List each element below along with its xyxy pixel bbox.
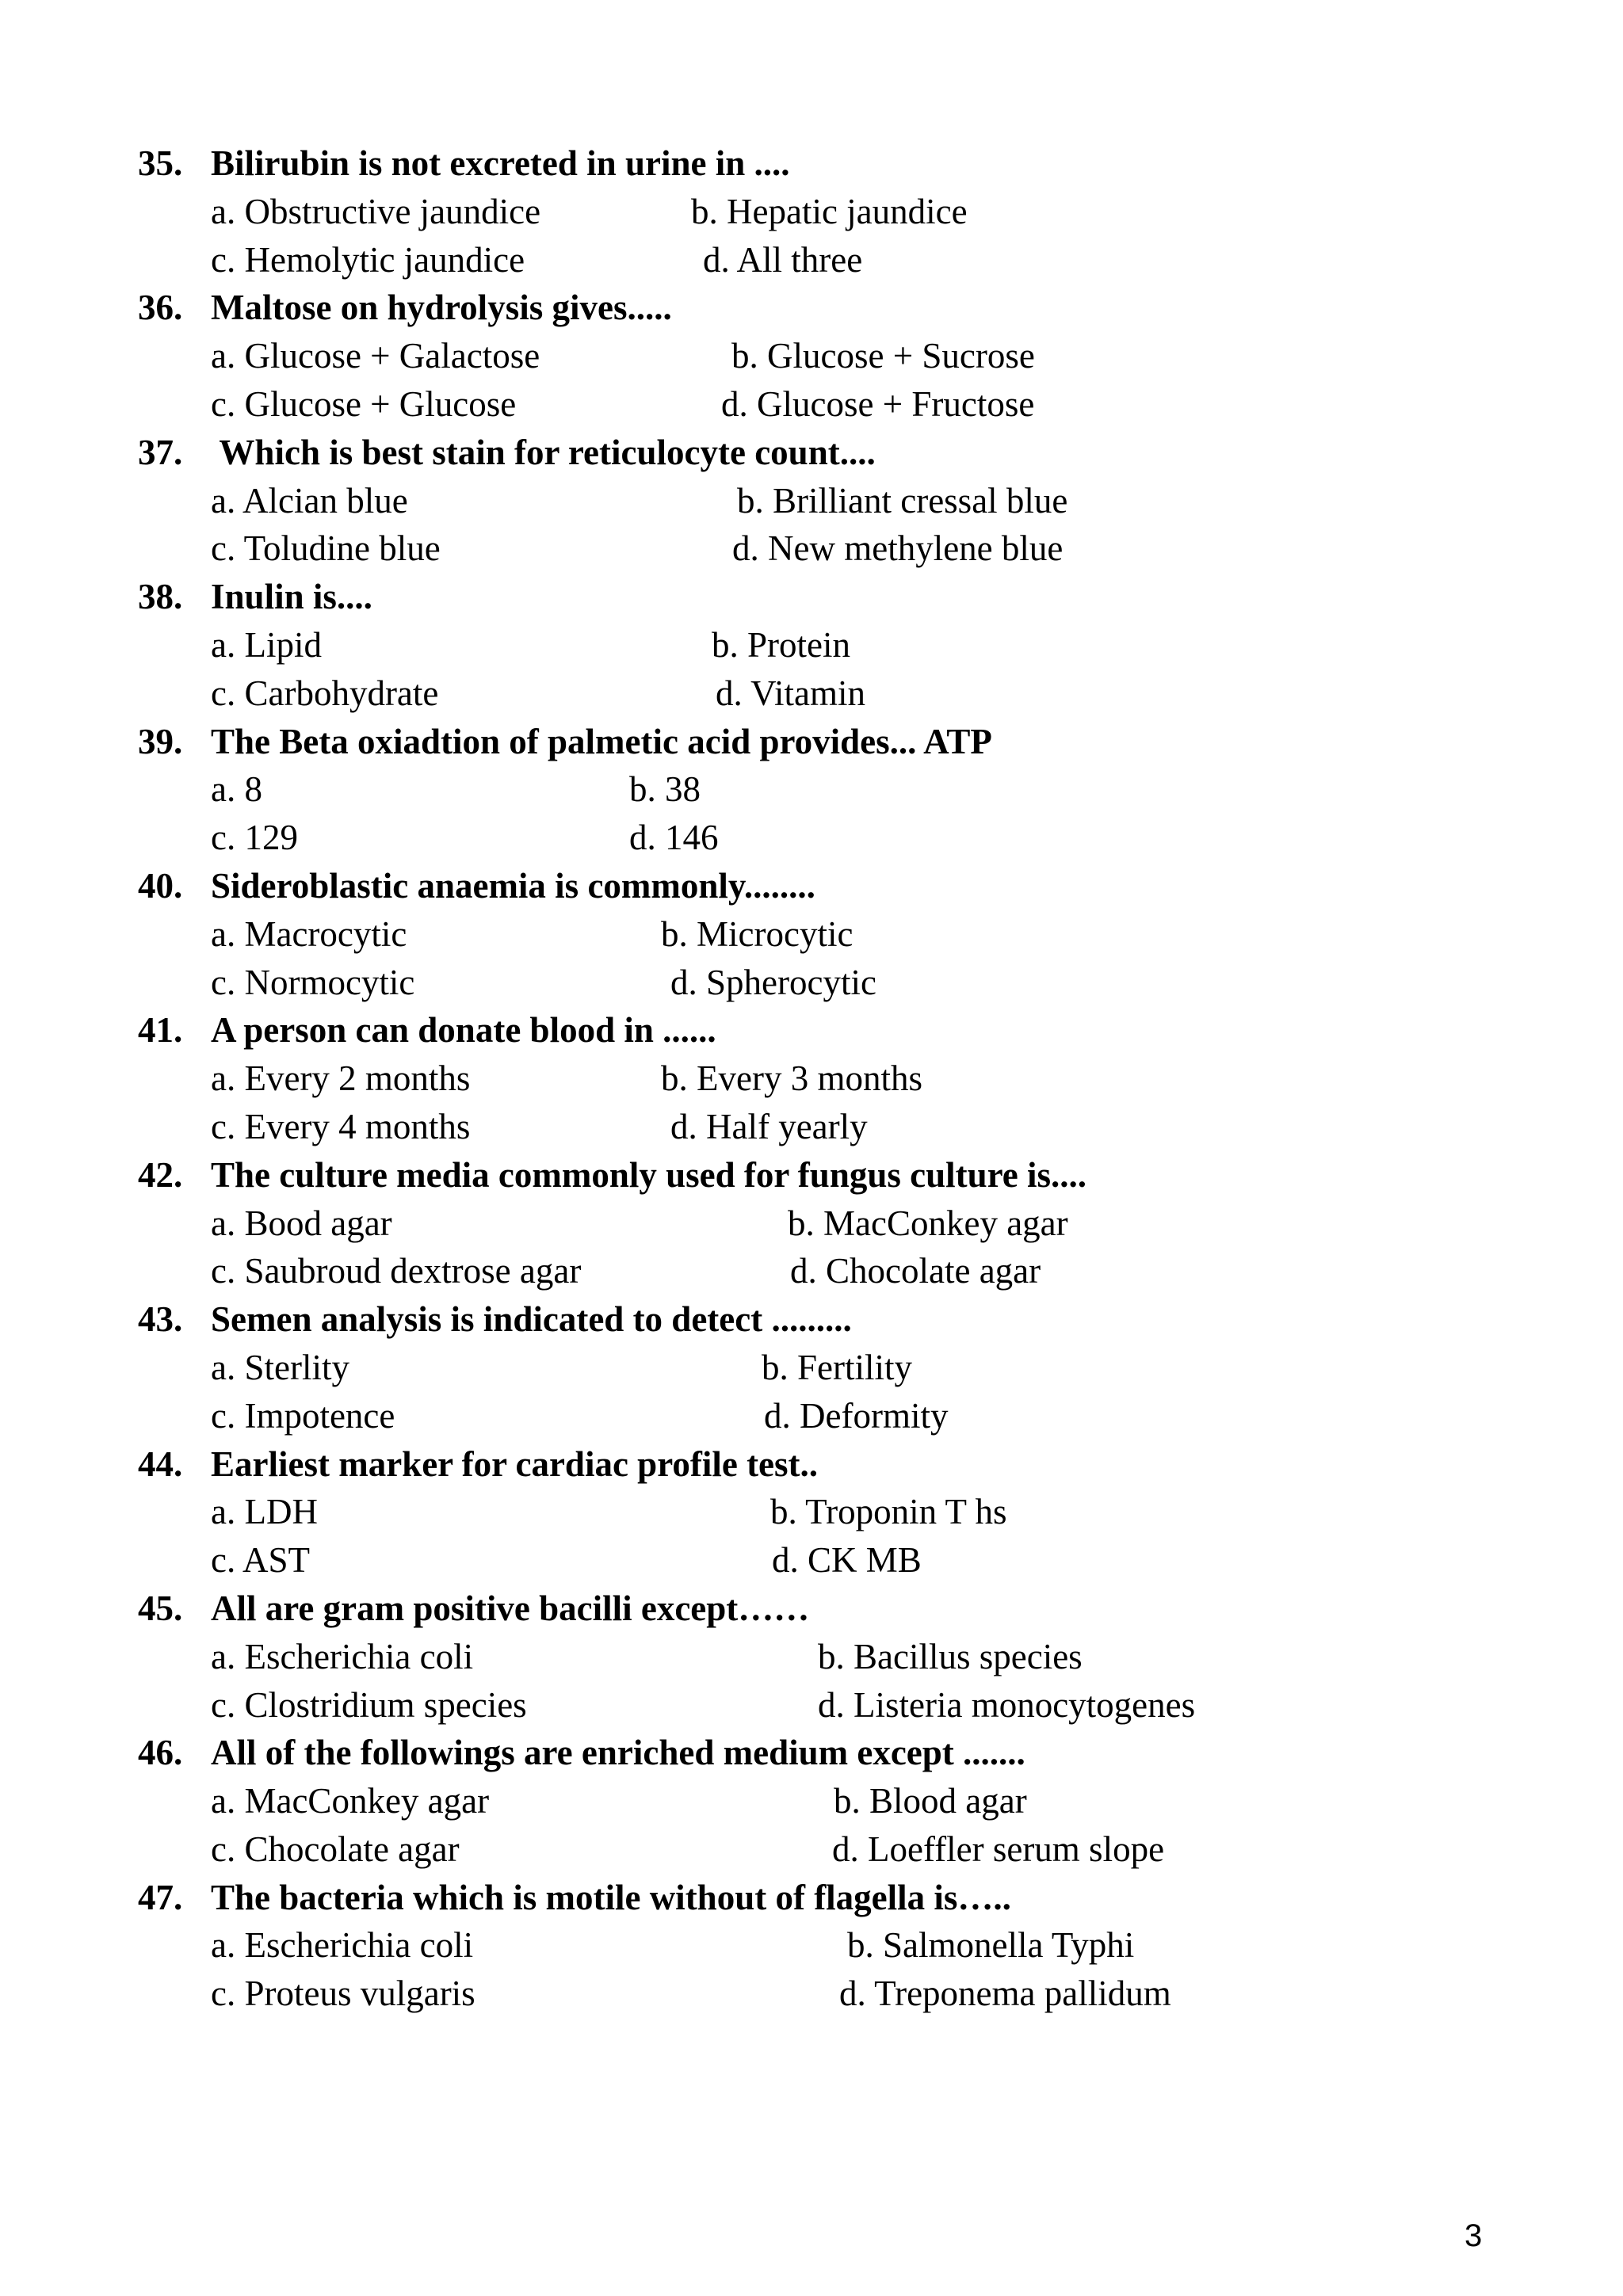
question-text: The Beta oxiadtion of palmetic acid provides... ATP — [211, 721, 992, 761]
option-b: b. Hepatic jaundice — [691, 191, 968, 231]
question-item — [138, 1729, 1564, 1873]
question-text: Semen analysis is indicated to detect ......... — [211, 1299, 852, 1340]
option-row — [138, 1103, 1564, 1151]
option-a: a. Every 2 months — [211, 1058, 471, 1099]
question-line — [138, 429, 1564, 477]
question-item — [138, 1585, 1564, 1729]
question-list — [138, 139, 1564, 2018]
option-row — [138, 1681, 1564, 1730]
option-row — [138, 380, 1564, 429]
option-d: d. CK MB — [772, 1540, 922, 1581]
question-item — [138, 1006, 1564, 1150]
question-number: 44. — [138, 1444, 183, 1484]
question-number: 39. — [138, 721, 183, 761]
option-b: b. Troponin T hs — [770, 1492, 1007, 1532]
option-row — [138, 236, 1564, 284]
question-item — [138, 573, 1564, 717]
option-a: a. Macrocytic — [211, 913, 407, 954]
option-d: d. Spherocytic — [670, 962, 876, 1002]
option-row — [138, 1247, 1564, 1295]
option-c: c. Chocolate agar — [211, 1829, 460, 1869]
option-c: c. Normocytic — [211, 962, 415, 1002]
question-text: All are gram positive bacilli except…… — [211, 1588, 810, 1628]
question-number: 40. — [138, 865, 183, 906]
option-a: a. Glucose + Galactose — [211, 336, 540, 376]
option-c: c. Every 4 months — [211, 1106, 471, 1146]
option-row — [138, 477, 1564, 525]
question-text: Bilirubin is not excreted in urine in .... — [211, 143, 790, 183]
question-line — [138, 1006, 1564, 1055]
option-d: d. Deformity — [764, 1395, 949, 1436]
question-number: 37. — [138, 432, 183, 472]
question-line — [138, 1585, 1564, 1633]
option-row — [138, 188, 1564, 236]
option-row — [138, 1633, 1564, 1681]
option-row — [138, 1055, 1564, 1103]
question-line — [138, 573, 1564, 621]
option-d: d. 146 — [629, 818, 719, 858]
question-line — [138, 139, 1564, 188]
option-row — [138, 1488, 1564, 1536]
option-row — [138, 669, 1564, 718]
option-c: c. Saubroud dextrose agar — [211, 1251, 582, 1291]
option-b: b. Glucose + Sucrose — [731, 336, 1035, 376]
question-text: Inulin is.... — [211, 577, 372, 617]
option-row — [138, 524, 1564, 573]
option-b: b. Bacillus species — [818, 1636, 1083, 1676]
option-a: a. 8 — [211, 769, 262, 810]
option-row — [138, 1536, 1564, 1585]
option-d: d. Glucose + Fructose — [721, 383, 1035, 424]
question-text: A person can donate blood in ...... — [211, 1010, 716, 1051]
option-c: c. Glucose + Glucose — [211, 383, 517, 424]
option-row — [138, 1825, 1564, 1874]
option-d: d. Listeria monocytogenes — [818, 1684, 1196, 1725]
option-a: a. MacConkey agar — [211, 1781, 490, 1821]
option-d: d. New methylene blue — [732, 528, 1064, 569]
option-a: a. Lipid — [211, 624, 322, 665]
option-c: c. Carbohydrate — [211, 673, 439, 713]
question-item — [138, 139, 1564, 284]
option-b: b. Salmonella Typhi — [847, 1925, 1135, 1966]
option-a: a. Escherichia coli — [211, 1636, 474, 1676]
option-a: a. Escherichia coli — [211, 1925, 474, 1966]
option-row — [138, 1199, 1564, 1248]
option-c: c. AST — [211, 1540, 311, 1581]
question-text: The bacteria which is motile without of flagella is….. — [211, 1877, 1011, 1917]
option-d: d. Treponema pallidum — [839, 1974, 1171, 2014]
page-number: 3 — [1465, 2218, 1483, 2253]
option-d: d. All three — [703, 239, 863, 280]
option-row — [138, 1344, 1564, 1392]
option-row — [138, 332, 1564, 380]
option-row — [138, 814, 1564, 862]
question-item — [138, 1151, 1564, 1295]
option-d: d. Vitamin — [716, 673, 865, 713]
option-c: c. Proteus vulgaris — [211, 1974, 475, 2014]
option-d: d. Chocolate agar — [790, 1251, 1041, 1291]
question-line — [138, 1295, 1564, 1344]
question-item — [138, 1874, 1564, 2018]
question-line — [138, 1440, 1564, 1489]
question-number: 35. — [138, 143, 183, 183]
option-a: a. Obstructive jaundice — [211, 191, 541, 231]
option-b: b. Every 3 months — [661, 1058, 922, 1099]
question-text: Sideroblastic anaemia is commonly........ — [211, 865, 815, 906]
option-c: c. Impotence — [211, 1395, 395, 1436]
question-item — [138, 718, 1564, 862]
option-b: b. 38 — [629, 769, 701, 810]
question-line — [138, 1151, 1564, 1199]
option-b: b. Protein — [712, 624, 850, 665]
question-text: All of the followings are enriched medium except ....... — [211, 1733, 1025, 1773]
question-line — [138, 1729, 1564, 1777]
option-row — [138, 910, 1564, 959]
option-row — [138, 1777, 1564, 1825]
question-line — [138, 862, 1564, 910]
option-b: b. Brilliant cressal blue — [737, 480, 1068, 521]
question-number: 45. — [138, 1588, 183, 1628]
option-b: b. Microcytic — [661, 913, 854, 954]
option-b: b. Blood agar — [834, 1781, 1027, 1821]
question-number: 47. — [138, 1877, 183, 1917]
question-item — [138, 862, 1564, 1006]
question-number: 36. — [138, 288, 183, 328]
option-a: a. Alcian blue — [211, 480, 408, 521]
option-b: b. MacConkey agar — [788, 1203, 1068, 1243]
question-number: 38. — [138, 577, 183, 617]
question-number: 42. — [138, 1154, 183, 1195]
option-row — [138, 621, 1564, 669]
option-c: c. 129 — [211, 818, 298, 858]
option-row — [138, 959, 1564, 1007]
option-a: a. Bood agar — [211, 1203, 392, 1243]
question-line — [138, 718, 1564, 766]
option-a: a. Sterlity — [211, 1347, 349, 1387]
option-row — [138, 1970, 1564, 2018]
question-number: 46. — [138, 1733, 183, 1773]
question-text: Which is best stain for reticulocyte count.... — [211, 432, 876, 472]
option-c: c. Hemolytic jaundice — [211, 239, 525, 280]
option-c: c. Toludine blue — [211, 528, 441, 569]
option-d: d. Half yearly — [670, 1106, 868, 1146]
question-item — [138, 1440, 1564, 1585]
option-d: d. Loeffler serum slope — [832, 1829, 1165, 1869]
option-b: b. Fertility — [762, 1347, 912, 1387]
option-row — [138, 1392, 1564, 1440]
option-a: a. LDH — [211, 1492, 318, 1532]
question-line — [138, 284, 1564, 332]
question-text: Maltose on hydrolysis gives..... — [211, 288, 672, 328]
question-line — [138, 1874, 1564, 1922]
option-row — [138, 1921, 1564, 1970]
option-c: c. Clostridium species — [211, 1684, 527, 1725]
option-row — [138, 765, 1564, 814]
question-item — [138, 1295, 1564, 1440]
question-text: Earliest marker for cardiac profile test.. — [211, 1444, 819, 1484]
question-item — [138, 429, 1564, 573]
question-item — [138, 284, 1564, 428]
question-text: The culture media commonly used for fungus culture is.... — [211, 1154, 1087, 1195]
question-number: 43. — [138, 1299, 183, 1340]
question-number: 41. — [138, 1010, 183, 1051]
